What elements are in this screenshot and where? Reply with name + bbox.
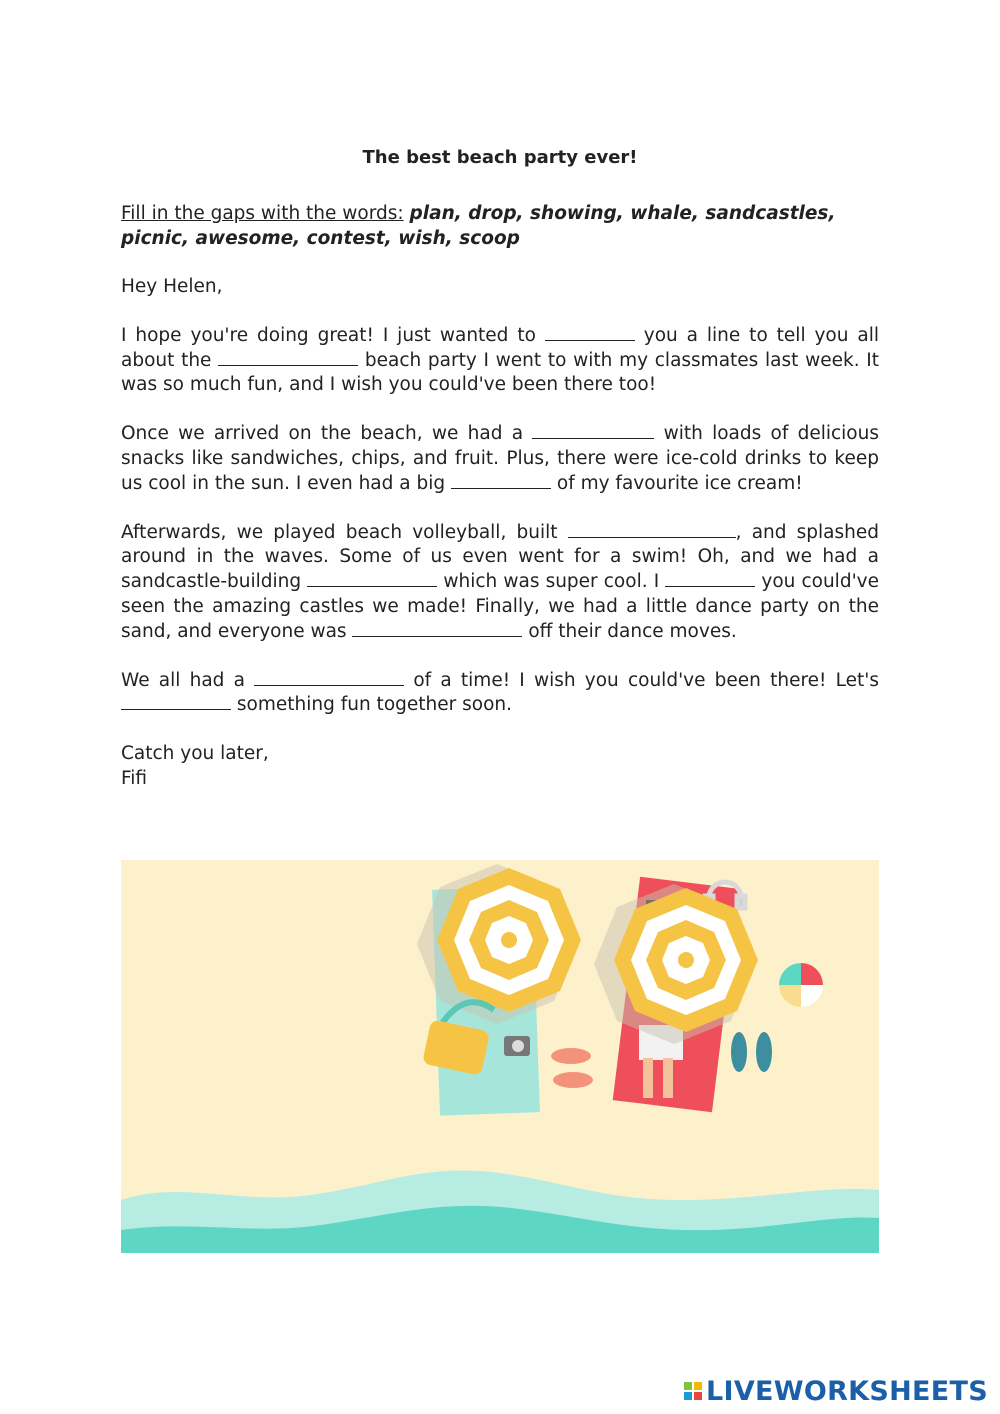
logo-mark bbox=[684, 1382, 702, 1400]
p1-text-c: beach party I went to with my classmates last week. It was so much fun, and I wish you could've been there too! bbox=[121, 349, 879, 396]
paragraph-1 bbox=[121, 324, 879, 398]
gap-1-input[interactable] bbox=[545, 325, 635, 341]
p1-text-a: I hope you're doing great! I just wanted to bbox=[121, 324, 536, 346]
gap-6-input[interactable] bbox=[307, 571, 437, 587]
p3-text-d: you could've seen the amazing castles we made! Finally, we had a little dance party on the sand, and everyone was bbox=[121, 571, 879, 642]
worksheet bbox=[121, 145, 879, 816]
gap-7-input[interactable] bbox=[665, 571, 755, 587]
page-title: The best beach party ever! bbox=[362, 147, 638, 168]
paragraph-2 bbox=[121, 422, 879, 496]
p2-text-a: Once we arrived on the beach, we had a bbox=[121, 423, 524, 445]
beach-ball-icon bbox=[779, 963, 823, 1007]
greeting: Hey Helen, bbox=[121, 276, 223, 297]
gap-10-input[interactable] bbox=[121, 694, 231, 710]
p3-text-b: , and splashed around in the waves. Some of us even went for a swim! Oh, and we had a sandcastle-building bbox=[121, 521, 879, 593]
liveworksheets-logo bbox=[684, 1376, 988, 1406]
p4-text-b: of a time! I wish you could've been there! Let's bbox=[413, 669, 879, 691]
gap-3-input[interactable] bbox=[532, 423, 654, 439]
gap-5-input[interactable] bbox=[568, 522, 736, 538]
p3-text-e: off their dance moves. bbox=[528, 620, 737, 642]
instructions bbox=[121, 201, 879, 251]
sign-off bbox=[121, 742, 879, 792]
beach-illustration bbox=[121, 860, 879, 1253]
p3-text-c: which was super cool. I bbox=[443, 571, 660, 593]
paragraph-3 bbox=[121, 521, 879, 645]
p4-text-a: We all had a bbox=[121, 669, 245, 691]
gap-9-input[interactable] bbox=[254, 670, 404, 686]
instructions-lead: Fill in the gaps with the words: bbox=[121, 203, 404, 224]
signature: Fifi bbox=[121, 767, 148, 789]
gap-4-input[interactable] bbox=[451, 473, 551, 489]
p2-text-b: with loads of delicious snacks like sandwiches, chips, and fruit. Plus, there were ice-cold drinks to keep us cool in the sun. I even had a big bbox=[121, 423, 879, 494]
gap-8-input[interactable] bbox=[352, 621, 522, 637]
word-bank: plan, drop, showing, whale, sandcastles, picnic, awesome, contest, wish, scoop bbox=[121, 203, 836, 249]
p2-text-c: of my favourite ice cream! bbox=[556, 472, 803, 494]
p3-text-a: Afterwards, we played beach volleyball, built bbox=[121, 521, 558, 543]
camera-icon bbox=[504, 1036, 530, 1056]
paragraph-4 bbox=[121, 669, 879, 719]
p1-text-b: you a line to tell you all about the bbox=[121, 324, 880, 371]
gap-2-input[interactable] bbox=[218, 350, 358, 366]
p4-text-c: something fun together soon. bbox=[236, 694, 512, 716]
closing: Catch you later, bbox=[121, 743, 269, 765]
logo-text: LIVEWORKSHEETS bbox=[705, 1375, 988, 1407]
